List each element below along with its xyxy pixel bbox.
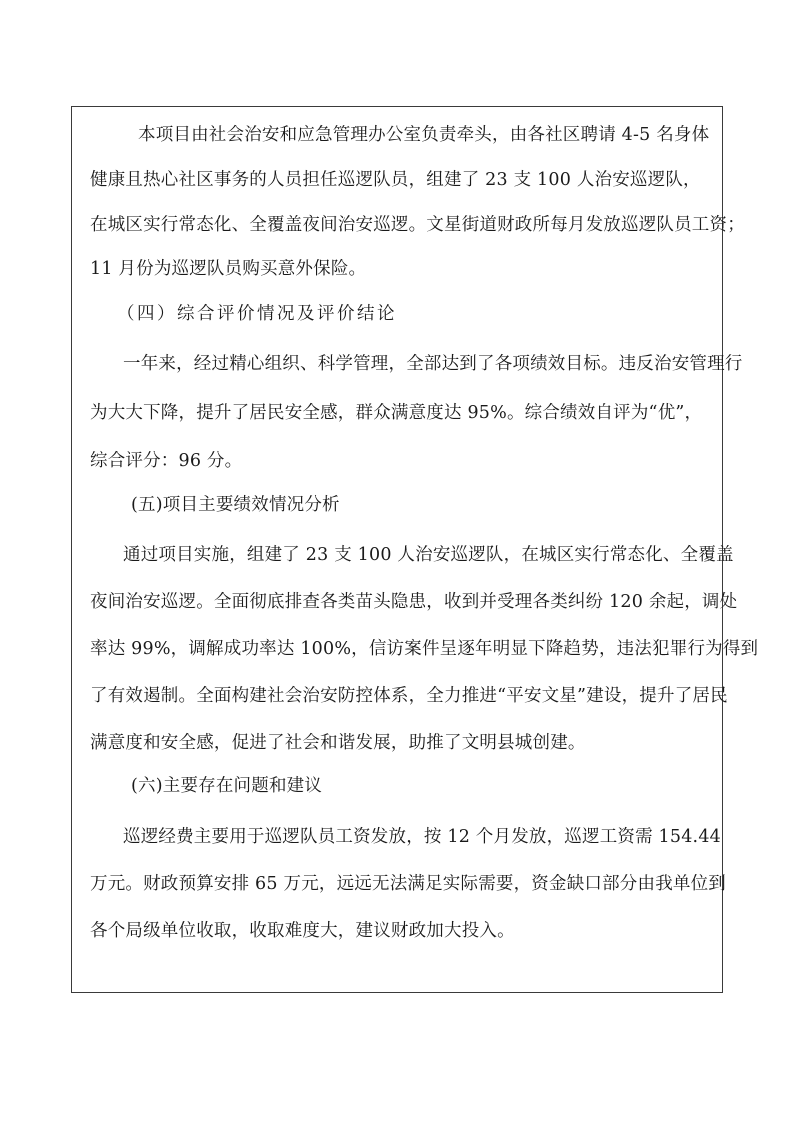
paragraph-line: 在城区实行常态化、全覆盖夜间治安巡逻。文星街道财政所每月发放巡逻队员工资； — [90, 215, 745, 235]
paragraph-line: 率达 99%，调解成功率达 100%，信访案件呈逐年明显下降趋势，违法犯罪行为得到 — [90, 639, 759, 659]
paragraph-line: 11 月份为巡逻队员购买意外保险。 — [90, 259, 367, 279]
section-heading: （四）综合评价情况及评价结论 — [117, 304, 397, 324]
paragraph-line: 综合评分：96 分。 — [90, 451, 243, 471]
section-heading: (六)主要存在问题和建议 — [131, 776, 323, 796]
section-heading: (五)项目主要绩效情况分析 — [131, 495, 340, 515]
paragraph-line: 健康且热心社区事务的人员担任巡逻队员，组建了 23 支 100 人治安巡逻队， — [90, 170, 701, 190]
paragraph-line: 了有效遏制。全面构建社会治安防控体系，全力推进“平安文星”建设，提升了居民 — [90, 686, 728, 706]
paragraph-line: 各个局级单位收取，收取难度大，建议财政加大投入。 — [90, 921, 515, 941]
paragraph-line: 一年来，经过精心组织、科学管理，全部达到了各项绩效目标。违反治安管理行 — [123, 354, 743, 374]
paragraph-line: 通过项目实施，组建了 23 支 100 人治安巡逻队，在城区实行常态化、全覆盖 — [123, 545, 734, 565]
paragraph-line: 为大大下降，提升了居民安全感，群众满意度达 95%。综合绩效自评为“优”， — [90, 403, 703, 423]
paragraph-line: 本项目由社会治安和应急管理办公室负责牵头，由各社区聘请 4-5 名身体 — [138, 125, 710, 145]
paragraph-line: 巡逻经费主要用于巡逻队员工资发放，按 12 个月发放，巡逻工资需 154.44 — [123, 827, 721, 847]
paragraph-line: 万元。财政预算安排 65 万元，远远无法满足实际需要，资金缺口部分由我单位到 — [90, 874, 726, 894]
paragraph-line: 夜间治安巡逻。全面彻底排查各类苗头隐患，收到并受理各类纠纷 120 余起，调处 — [90, 592, 738, 612]
paragraph-line: 满意度和安全感，促进了社会和谐发展，助推了文明县城创建。 — [90, 733, 586, 753]
